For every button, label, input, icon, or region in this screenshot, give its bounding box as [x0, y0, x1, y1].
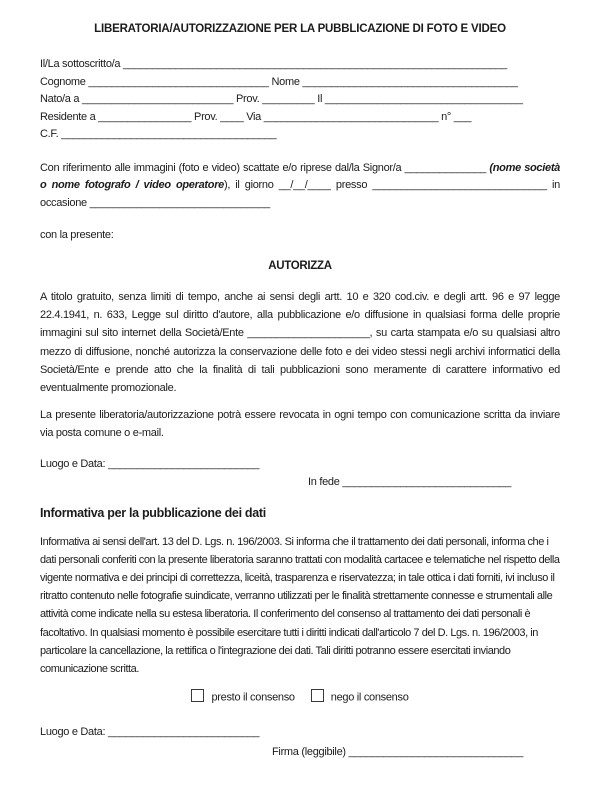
via-blank[interactable]: ______________________________	[263, 110, 439, 123]
numero-civico-blank[interactable]: ___	[453, 110, 472, 123]
firma-label: Firma (leggibile)	[272, 746, 346, 759]
res-prov-label: Prov.	[194, 110, 218, 123]
consent-row	[40, 689, 560, 707]
cf-blank[interactable]: _____________________________________	[61, 128, 277, 140]
presso-blank[interactable]: ______________________________	[372, 179, 547, 191]
luogo-data-blank-2[interactable]: __________________________	[107, 725, 260, 738]
in-fede-blank[interactable]: _____________________________	[342, 476, 512, 489]
societa-ente-blank[interactable]: _____________________	[247, 327, 370, 340]
data-nascita-label: Il	[317, 93, 323, 105]
nato-prov-blank[interactable]: _________	[262, 93, 315, 105]
nego-consenso-label: nego il consenso	[330, 691, 409, 704]
authorization-paragraph	[40, 288, 560, 397]
authorization-text-1: A titolo gratuito, senza limiti di tempo, anche ai sensi degli artt. 10 e 320 cod.civ. e degli artt. 96 e 97 legge 22.4.1941, n. 633, Legge sul diritto d'autore, alla pubblicazione e/o diffusione in qualsiasi forma delle proprie immagini sul sito internet della Società/Ente	[40, 291, 560, 340]
field-row-residenza	[40, 109, 560, 127]
nato-blank[interactable]: __________________________	[81, 93, 234, 105]
field-row-codice-fiscale	[40, 126, 560, 144]
document-title: LIBERATORIA/AUTORIZZAZIONE PER LA PUBBLICAZIONE DI FOTO E VIDEO	[94, 23, 506, 35]
reference-paragraph	[40, 160, 560, 213]
revocation-paragraph: La presente liberatoria/autorizzazione potrà essere revocata in ogni tempo con comunicazione scritta da inviare via posta comune o e-mail.	[40, 409, 560, 440]
reference-text-italic: (nome società o nome fotografo / video operatore	[40, 161, 560, 191]
firma-row	[272, 744, 560, 762]
res-prov-blank[interactable]: ____	[220, 110, 244, 123]
identity-section	[40, 56, 560, 144]
nego-consenso-checkbox[interactable]	[311, 689, 324, 702]
luogo-data-blank-1[interactable]: __________________________	[107, 457, 260, 470]
fotografo-nome-blank[interactable]: ______________	[404, 161, 487, 174]
informativa-paragraph: Informativa ai sensi dell'art. 13 del D. Lgs. n. 196/2003. Si informa che il trattamento dei dati personali, informa che i dati personali conferiti con la presente liberatoria saranno trattati con modalità cartacee e telematiche nel rispetto della vigente normativa e dei principi di correttezza, liceità, trasparenza e riservatezza; in tale ottica i dati forniti, ivi incluso il ritratto contenuto nelle fotografie suindicate, verranno utilizzati per le finalità strettamente connesse e strumentali alle attività come indicate nella su estesa liberatoria. Il conferimento del consenso al trattamento dei dati personali è facoltativo. In qualsiasi momento è possibile esercitare tutti i diritti indicati dall'articolo 7 del D. Lgs. n. 196/2003, in particolare la cancellazione, la rettifica o l'integrazione dei dati. Tali diritti potranno essere esercitati inviando comunicazione scritta.	[40, 535, 560, 676]
nato-prov-label: Prov.	[235, 93, 260, 105]
in-fede-label: In fede	[308, 476, 340, 489]
data-nascita-blank[interactable]: __________________________________	[324, 93, 523, 105]
sottoscritto-blank[interactable]: __________________________________________________________________	[122, 58, 507, 70]
cf-label: C.F.	[40, 128, 59, 140]
luogo-data-row-2	[40, 724, 560, 742]
cognome-label: Cognome	[40, 75, 86, 88]
luogo-data-label-2: Luogo e Data:	[40, 725, 106, 738]
numero-civico-label: n°	[441, 110, 451, 123]
firma-blank[interactable]: ______________________________	[348, 746, 524, 759]
informativa-heading: Informativa per la pubblicazione dei dati	[40, 505, 266, 520]
presto-consenso-label: presto il consenso	[211, 691, 295, 704]
nome-label: Nome	[271, 75, 300, 88]
residente-blank[interactable]: ________________	[98, 110, 192, 123]
authorization-text-2: , su carta stampata e/o su qualsiasi altro mezzo di diffusione, nonché autorizza la conservazione delle foto e dei video stessi negli archivi informatici della Società/Ente e prende atto che la finalità di tali pubblicazioni sono meramente di carattere informativo ed eventualmente promozionale.	[40, 327, 560, 395]
reference-text-1: Con riferimento alle immagini (foto e video) scattate e/o riprese dal/la Signor/a	[40, 161, 405, 174]
presto-consenso-checkbox[interactable]	[191, 689, 204, 702]
luogo-data-label-1: Luogo e Data:	[40, 457, 106, 470]
cognome-blank[interactable]: _______________________________	[88, 75, 269, 88]
field-row-sottoscritto	[40, 56, 560, 74]
reference-text-3: in occasione	[40, 179, 560, 209]
via-label: Via	[246, 110, 262, 123]
field-row-cognome-nome	[40, 74, 560, 92]
nato-label: Nato/a a	[40, 93, 80, 105]
field-row-nascita	[40, 91, 560, 109]
luogo-data-row-1	[40, 456, 560, 474]
residente-label: Residente a	[40, 110, 96, 123]
reference-text-2: ), il giorno __/__/____ presso	[224, 179, 373, 191]
in-fede-row	[308, 474, 560, 492]
nome-blank[interactable]: _____________________________________	[302, 75, 518, 88]
sottoscritto-label: Il/La sottoscritto/a	[40, 58, 121, 70]
occasione-blank[interactable]: _______________________________	[89, 196, 270, 209]
autorizza-heading: AUTORIZZA	[268, 259, 332, 272]
con-la-presente-text: con la presente:	[40, 229, 114, 241]
